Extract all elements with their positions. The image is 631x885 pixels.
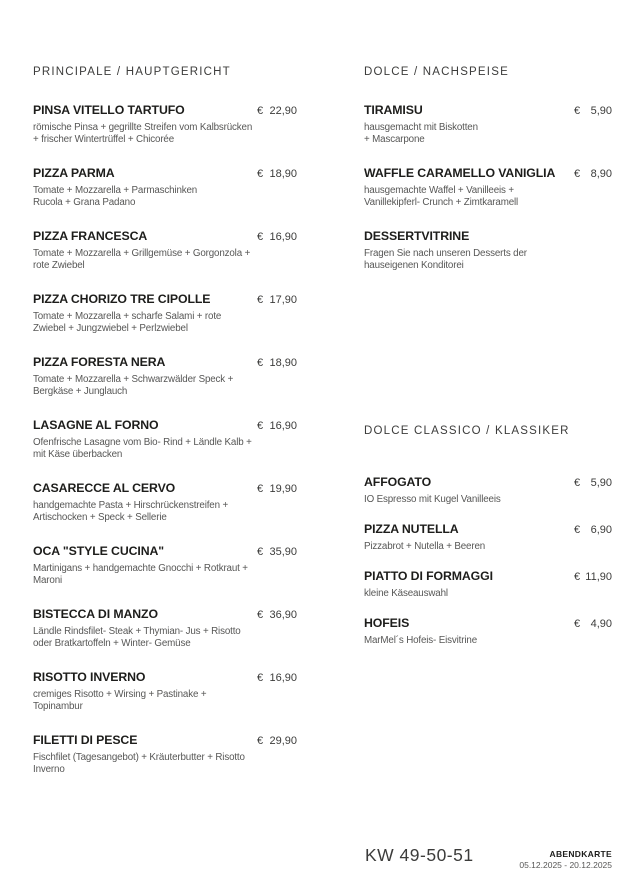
description-line: handgemachte Pasta + Hirschrückenstreifen + [33, 500, 229, 511]
currency-symbol: € [257, 294, 264, 306]
main-course-column [33, 66, 297, 796]
dish-price [257, 735, 297, 747]
currency-symbol: € [257, 420, 264, 432]
menu-item-oca-style-cucina [33, 544, 297, 607]
currency-symbol: € [574, 618, 581, 630]
price-amount: 11,90 [585, 571, 612, 583]
description-line: Topinambur [33, 700, 83, 712]
dish-price [257, 420, 297, 432]
price-amount: 8,90 [590, 168, 612, 180]
price-amount: 16,90 [269, 231, 297, 243]
description-line: Martinigans + handgemachte Gnocchi + Rotkraut + [33, 563, 248, 574]
currency-symbol: € [257, 357, 264, 369]
dish-name: AFFOGATO [364, 475, 432, 489]
dish-description [364, 635, 612, 647]
dish-price [574, 524, 612, 536]
section-header-hauptgericht: PRINCIPALE / HAUPTGERICHT [33, 66, 231, 78]
description-line: + frischer Wintertrüffel + Chicorée [33, 133, 175, 145]
currency-symbol: € [257, 609, 264, 621]
dish-price [257, 168, 297, 180]
description-line: hausgemachte Waffel + Vanilleeis + [364, 185, 514, 196]
description-line: Tomate + Mozzarella + scharfe Salami + rote [33, 311, 222, 322]
menu-item-pizza-parma [33, 166, 297, 229]
dessert-list [364, 103, 612, 292]
description-line: kleine Käseauswahl [364, 588, 448, 599]
dish-name: PIZZA FRANCESCA [33, 229, 148, 243]
description-line: hauseigenen Konditorei [364, 259, 464, 271]
price-amount: 5,90 [590, 477, 612, 489]
dish-price [257, 609, 297, 621]
price-amount: 36,90 [269, 609, 297, 621]
description-line: Maroni [33, 574, 63, 586]
menu-item-bistecca-di-manzo [33, 607, 297, 670]
description-line: hausgemacht mit Biskotten [364, 122, 478, 133]
description-line: Bergkäse + Junglauch [33, 385, 128, 397]
description-line: Ländle Rindsfilet- Steak + Thymian- Jus + Risotto [33, 626, 241, 637]
currency-symbol: € [574, 168, 581, 180]
menu-item-casarecce-al-cervo [33, 481, 297, 544]
dish-price [257, 546, 297, 558]
section-header-klassiker: DOLCE CLASSICO / KLASSIKER [364, 425, 570, 437]
dish-description [364, 494, 612, 506]
dish-description [364, 122, 612, 145]
menu-item-hofeis [364, 616, 612, 663]
description-line: rote Zwiebel [33, 259, 85, 271]
description-line: Tomate + Mozzarella + Grillgemüse + Gorgonzola + [33, 248, 251, 259]
dish-price [257, 294, 297, 306]
dish-description [33, 563, 297, 586]
price-amount: 18,90 [269, 168, 297, 180]
price-amount: 18,90 [269, 357, 297, 369]
currency-symbol: € [257, 105, 264, 117]
dish-description [33, 437, 297, 460]
price-amount: 19,90 [269, 483, 297, 495]
currency-symbol: € [257, 168, 264, 180]
menu-item-waffle-caramello-vaniglia [364, 166, 612, 229]
price-amount: 16,90 [269, 672, 297, 684]
description-line: Inverno [33, 763, 65, 775]
card-name-label: ABENDKARTE [549, 849, 612, 859]
dish-description [364, 248, 612, 271]
dish-price [257, 357, 297, 369]
menu-item-pizza-foresta-nera [33, 355, 297, 418]
currency-symbol: € [574, 477, 581, 489]
description-line: Tomate + Mozzarella + Parmaschinken [33, 185, 198, 196]
menu-item-pizza-francesca [33, 229, 297, 292]
description-line: oder Bratkartoffeln + Winter- Gemüse [33, 637, 191, 649]
currency-symbol: € [257, 231, 264, 243]
description-line: Vanillekipferl- Crunch + Zimtkaramell [364, 196, 519, 208]
dish-name: PINSA VITELLO TARTUFO [33, 103, 185, 117]
dish-price [574, 168, 612, 180]
dish-name: PIZZA FORESTA NERA [33, 355, 166, 369]
dish-price [574, 105, 612, 117]
dish-description [33, 752, 297, 775]
dish-description [33, 248, 297, 271]
price-amount: 4,90 [590, 618, 612, 630]
dish-name: FILETTI DI PESCE [33, 733, 138, 747]
dish-description [33, 626, 297, 649]
dish-description [33, 311, 297, 334]
description-line: Artischocken + Speck + Sellerie [33, 511, 167, 523]
description-line: + Mascarpone [364, 133, 425, 145]
dish-description [33, 185, 297, 208]
dish-name: RISOTTO INVERNO [33, 670, 146, 684]
dessert-column [364, 66, 612, 292]
dish-description [364, 541, 612, 553]
dish-description [364, 588, 612, 600]
description-line: Zwiebel + Jungzwiebel + Perlzwiebel [33, 322, 188, 334]
menu-item-lasagne-al-forno [33, 418, 297, 481]
menu-item-risotto-inverno [33, 670, 297, 733]
dish-price [257, 105, 297, 117]
menu-item-dessertvitrine [364, 229, 612, 292]
dish-price [574, 618, 612, 630]
dish-description [364, 185, 612, 208]
dish-price [257, 483, 297, 495]
description-line: cremiges Risotto + Wirsing + Pastinake + [33, 689, 207, 700]
dish-price [574, 477, 612, 489]
dish-name: TIRAMISU [364, 103, 423, 117]
description-line: Pizzabrot + Nutella + Beeren [364, 541, 486, 552]
dish-name: OCA "STYLE CUCINA" [33, 544, 165, 558]
menu-item-pinsa-vitello-tartufo [33, 103, 297, 166]
classics-section [364, 425, 612, 663]
description-line: MarMel´s Hofeis- Eisvitrine [364, 635, 477, 646]
classics-list [364, 475, 612, 663]
description-line: Ofenfrische Lasagne vom Bio- Rind + Ländle Kalb + [33, 437, 252, 448]
dish-name: BISTECCA DI MANZO [33, 607, 158, 621]
price-amount: 5,90 [590, 105, 612, 117]
currency-symbol: € [574, 571, 581, 583]
description-line: IO Espresso mit Kugel Vanilleeis [364, 494, 501, 505]
currency-symbol: € [257, 546, 264, 558]
section-header-nachspeise: DOLCE / NACHSPEISE [364, 66, 509, 78]
currency-symbol: € [574, 524, 581, 536]
menu-item-piatto-di-formaggi [364, 569, 612, 616]
dish-name: PIATTO DI FORMAGGI [364, 569, 493, 583]
currency-symbol: € [257, 735, 264, 747]
dish-name: LASAGNE AL FORNO [33, 418, 159, 432]
dish-price [257, 672, 297, 684]
price-amount: 35,90 [269, 546, 297, 558]
description-line: Rucola + Grana Padano [33, 196, 136, 208]
price-amount: 6,90 [590, 524, 612, 536]
dish-description [33, 374, 297, 397]
dish-description [33, 689, 297, 712]
dish-name: WAFFLE CARAMELLO VANIGLIA [364, 166, 556, 180]
price-amount: 16,90 [269, 420, 297, 432]
currency-symbol: € [257, 483, 264, 495]
description-line: Fischfilet (Tagesangebot) + Kräuterbutter + Risotto [33, 752, 245, 763]
dish-name: DESSERTVITRINE [364, 229, 470, 243]
description-line: Fragen Sie nach unseren Desserts der [364, 248, 527, 259]
menu-item-affogato [364, 475, 612, 522]
dish-name: HOFEIS [364, 616, 410, 630]
dish-description [33, 500, 297, 523]
description-line: römische Pinsa + gegrillte Streifen vom Kalbsrücken [33, 122, 253, 133]
price-amount: 22,90 [269, 105, 297, 117]
dish-description [33, 122, 297, 145]
menu-item-pizza-nutella [364, 522, 612, 569]
dish-name: PIZZA NUTELLA [364, 522, 459, 536]
validity-date-range: 05.12.2025 - 20.12.2025 [519, 860, 612, 870]
currency-symbol: € [257, 672, 264, 684]
main-course-list [33, 103, 297, 796]
price-amount: 17,90 [269, 294, 297, 306]
menu-item-filetti-di-pesce [33, 733, 297, 796]
menu-item-pizza-chorizo-tre-cipolle [33, 292, 297, 355]
dish-name: PIZZA PARMA [33, 166, 115, 180]
calendar-week-label: KW 49-50-51 [365, 845, 474, 865]
dish-name: PIZZA CHORIZO TRE CIPOLLE [33, 292, 211, 306]
footer-card-info [519, 849, 612, 870]
menu-item-tiramisu [364, 103, 612, 166]
dish-price [257, 231, 297, 243]
description-line: mit Käse überbacken [33, 448, 123, 460]
description-line: Tomate + Mozzarella + Schwarzwälder Speck + [33, 374, 234, 385]
currency-symbol: € [574, 105, 581, 117]
dish-name: CASARECCE AL CERVO [33, 481, 176, 495]
dish-price [574, 571, 612, 583]
price-amount: 29,90 [269, 735, 297, 747]
